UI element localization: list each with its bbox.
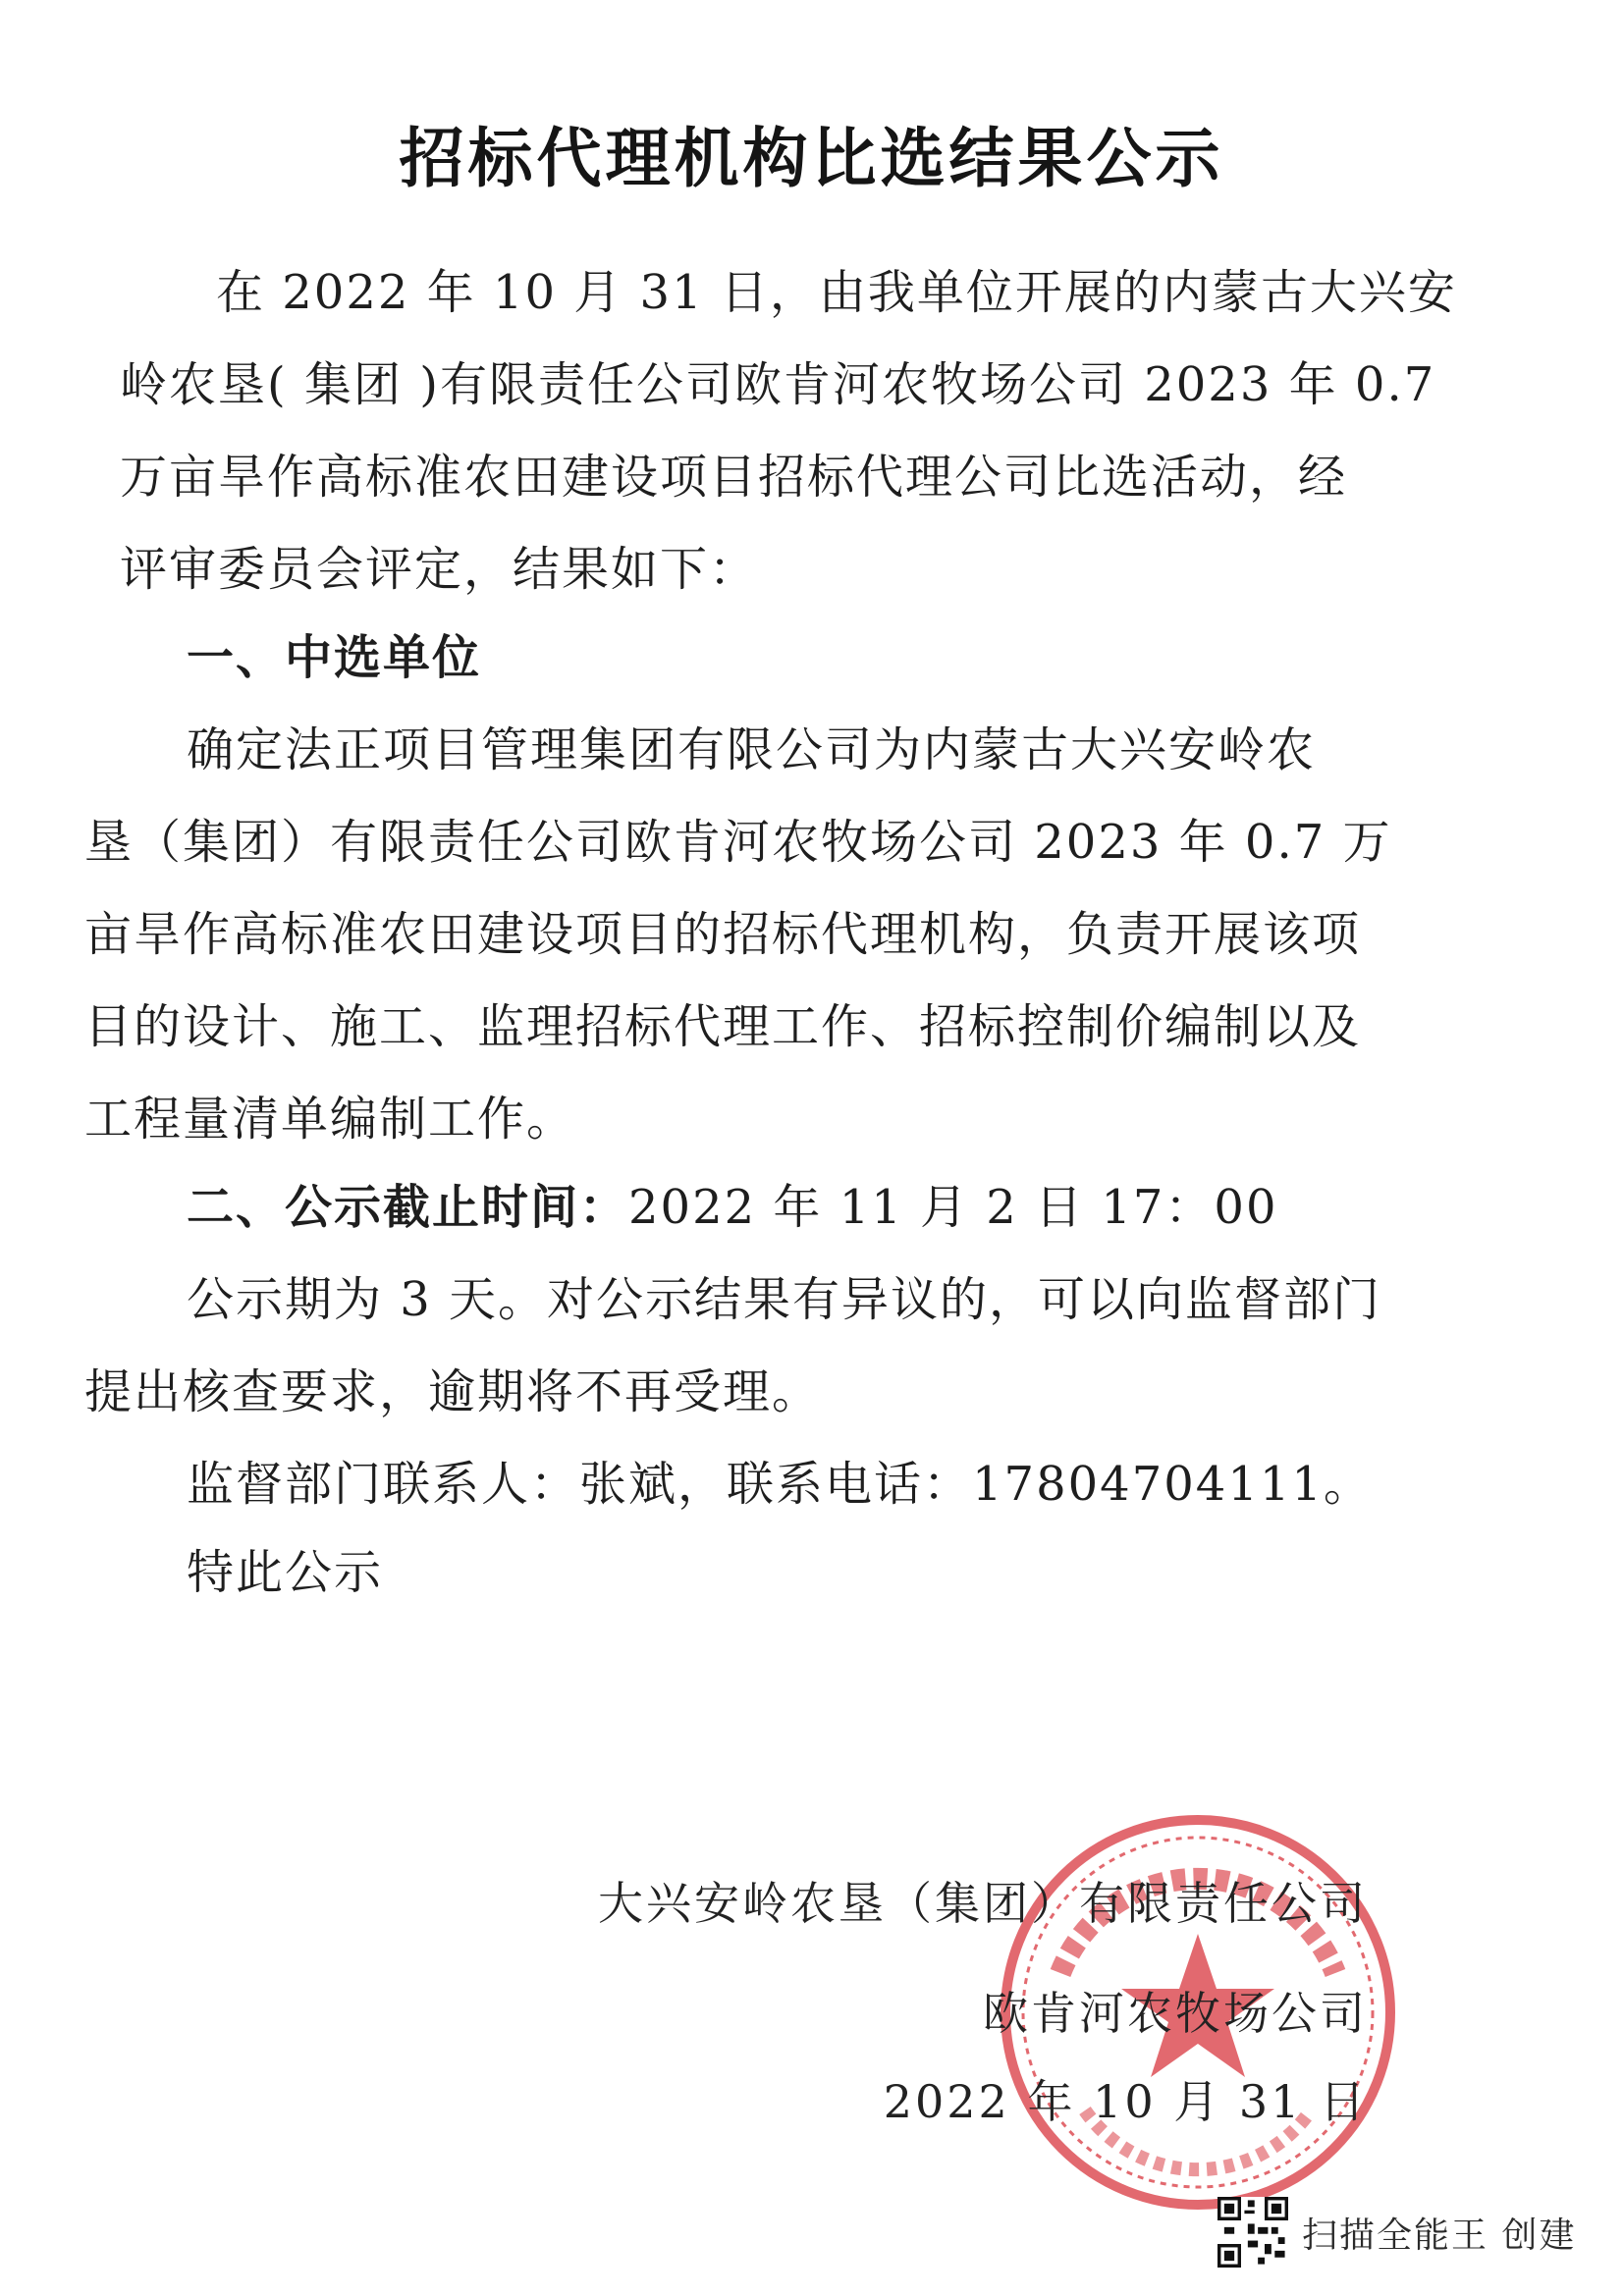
page-title: 招标代理机构比选结果公示 — [399, 121, 1224, 196]
signature-date: 2022 年 10 月 31 日 — [883, 2075, 1368, 2128]
intro-line-2: 岭农垦( 集团 )有限责任公司欧肯河农牧场公司 2023 年 0.7 — [120, 357, 1436, 412]
section1-line-3: 亩旱作高标准农田建设项目的招标代理机构，负责开展该项 — [84, 907, 1362, 962]
section2-line-2: 提出核查要求，逾期将不再受理。 — [84, 1364, 822, 1419]
closing-line: 特此公示 — [187, 1545, 384, 1600]
section1-line-2: 垦（集团）有限责任公司欧肯河农牧场公司 2023 年 0.7 万 — [84, 815, 1392, 870]
section2-heading: 二、公示截止时间： — [187, 1180, 629, 1235]
scanner-label: 扫描全能王 创建 — [1302, 2215, 1577, 2256]
section1-heading: 一、中选单位 — [187, 630, 482, 685]
section1-line-4: 目的设计、施工、监理招标代理工作、招标控制价编制以及 — [84, 999, 1362, 1054]
signature-org-line-2: 欧肯河农牧场公司 — [983, 1987, 1368, 2040]
deadline-value: 2022 年 11 月 2 日 17：00 — [628, 1180, 1278, 1235]
section1-line-1: 确定法正项目管理集团有限公司为内蒙古大兴安岭农 — [187, 722, 1317, 777]
intro-line-4: 评审委员会评定，结果如下： — [120, 542, 759, 597]
intro-line-3: 万亩旱作高标准农田建设项目招标代理公司比选活动，经 — [120, 450, 1348, 505]
qr-code-icon — [1217, 2197, 1288, 2268]
section1-line-5: 工程量清单编制工作。 — [84, 1092, 576, 1147]
contact-line: 监督部门联系人：张斌，联系电话：17804704111。 — [187, 1457, 1373, 1512]
section2-line-1: 公示期为 3 天。对公示结果有异议的，可以向监督部门 — [187, 1272, 1382, 1327]
intro-line-1: 在 2022 年 10 月 31 日，由我单位开展的内蒙古大兴安 — [216, 265, 1457, 320]
signature-org-line-1: 大兴安岭农垦（集团）有限责任公司 — [598, 1877, 1368, 1930]
section2-heading-row — [187, 1178, 1278, 1237]
scanner-watermark — [1217, 2197, 1576, 2268]
